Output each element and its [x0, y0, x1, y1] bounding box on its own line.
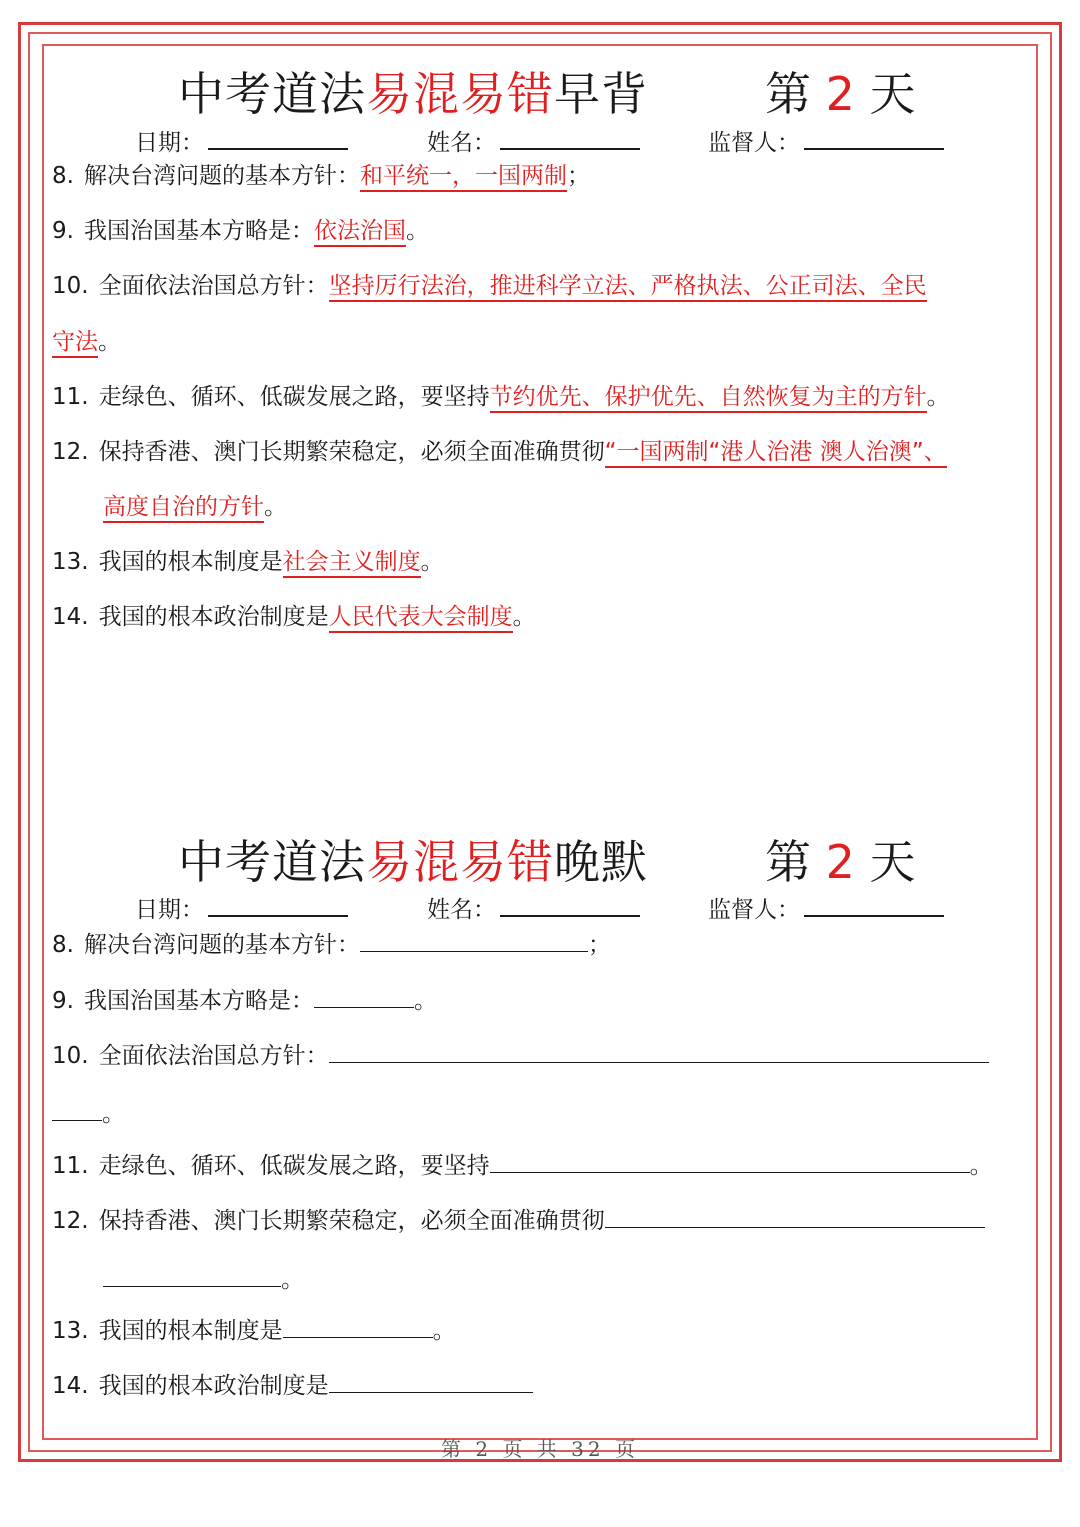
answer-blank[interactable]: [360, 927, 588, 952]
answer-blank[interactable]: [314, 983, 414, 1008]
morning-title-text: 中考道法易混易错早背: [178, 67, 648, 121]
morning-name-field[interactable]: 姓名：: [427, 124, 640, 157]
morning-supervisor-field[interactable]: 监督人：: [708, 124, 944, 157]
morning-item-11: 11. 走绿色、循环、低碳发展之路，要坚持节约优先、保护优先、自然恢复为主的方针。: [52, 381, 950, 413]
morning-item-12: 12. 保持香港、澳门长期繁荣稳定，必须全面准确贯彻“一国两制“港人治港 澳人治澳”、: [52, 436, 947, 468]
morning-item-9: 9. 我国治国基本方略是：依法治国。: [52, 215, 429, 247]
morning-item-8: 8. 解决台湾问题的基本方针：和平统一，一国两制；: [52, 160, 590, 192]
answer-blank[interactable]: [52, 1096, 102, 1121]
answer-blank[interactable]: [283, 1313, 433, 1338]
morning-meta-row: [0, 124, 1080, 158]
answer-blank[interactable]: [329, 1368, 533, 1393]
evening-meta-row: [0, 891, 1080, 925]
morning-date-field[interactable]: 日期：: [135, 124, 348, 157]
answer-blank[interactable]: [490, 1148, 970, 1173]
evening-item-9: 9. 我国治国基本方略是： 。: [52, 983, 437, 1017]
morning-day-counter: 第 2 天: [765, 67, 916, 121]
morning-item-14: 14. 我国的根本政治制度是人民代表大会制度。: [52, 601, 536, 633]
evening-item-14: 14. 我国的根本政治制度是: [52, 1368, 533, 1402]
answer-blank[interactable]: [605, 1203, 985, 1228]
evening-title-text: 中考道法易混易错晚默: [178, 835, 648, 889]
evening-item-10: 10. 全面依法治国总方针：: [52, 1038, 989, 1072]
morning-item-13: 13. 我国的根本制度是社会主义制度。: [52, 546, 444, 578]
evening-item-12-cont: 。: [103, 1262, 304, 1296]
morning-item-12-cont: 高度自治的方针。: [103, 491, 287, 523]
morning-title: [0, 58, 1080, 121]
evening-item-13: 13. 我国的根本制度是 。: [52, 1313, 456, 1347]
evening-day-counter: 第 2 天: [765, 835, 916, 889]
evening-date-field[interactable]: 日期：: [135, 891, 348, 924]
evening-item-10-cont: 。: [52, 1096, 125, 1130]
evening-name-field[interactable]: 姓名：: [427, 891, 640, 924]
evening-item-11: 11. 走绿色、循环、低碳发展之路，要坚持 。: [52, 1148, 993, 1182]
evening-item-12: 12. 保持香港、澳门长期繁荣稳定，必须全面准确贯彻: [52, 1203, 985, 1237]
evening-item-8: 8. 解决台湾问题的基本方针： ；: [52, 927, 611, 961]
answer-blank[interactable]: [103, 1262, 281, 1287]
morning-item-10-cont: 守法。: [52, 326, 121, 358]
page-footer: 第 2 页 共 32 页: [441, 1437, 639, 1461]
answer-blank[interactable]: [329, 1038, 989, 1063]
evening-supervisor-field[interactable]: 监督人：: [708, 891, 944, 924]
evening-title: [0, 826, 1080, 889]
morning-item-10: 10. 全面依法治国总方针：坚持厉行法治，推进科学立法、严格执法、公正司法、全民: [52, 270, 927, 302]
